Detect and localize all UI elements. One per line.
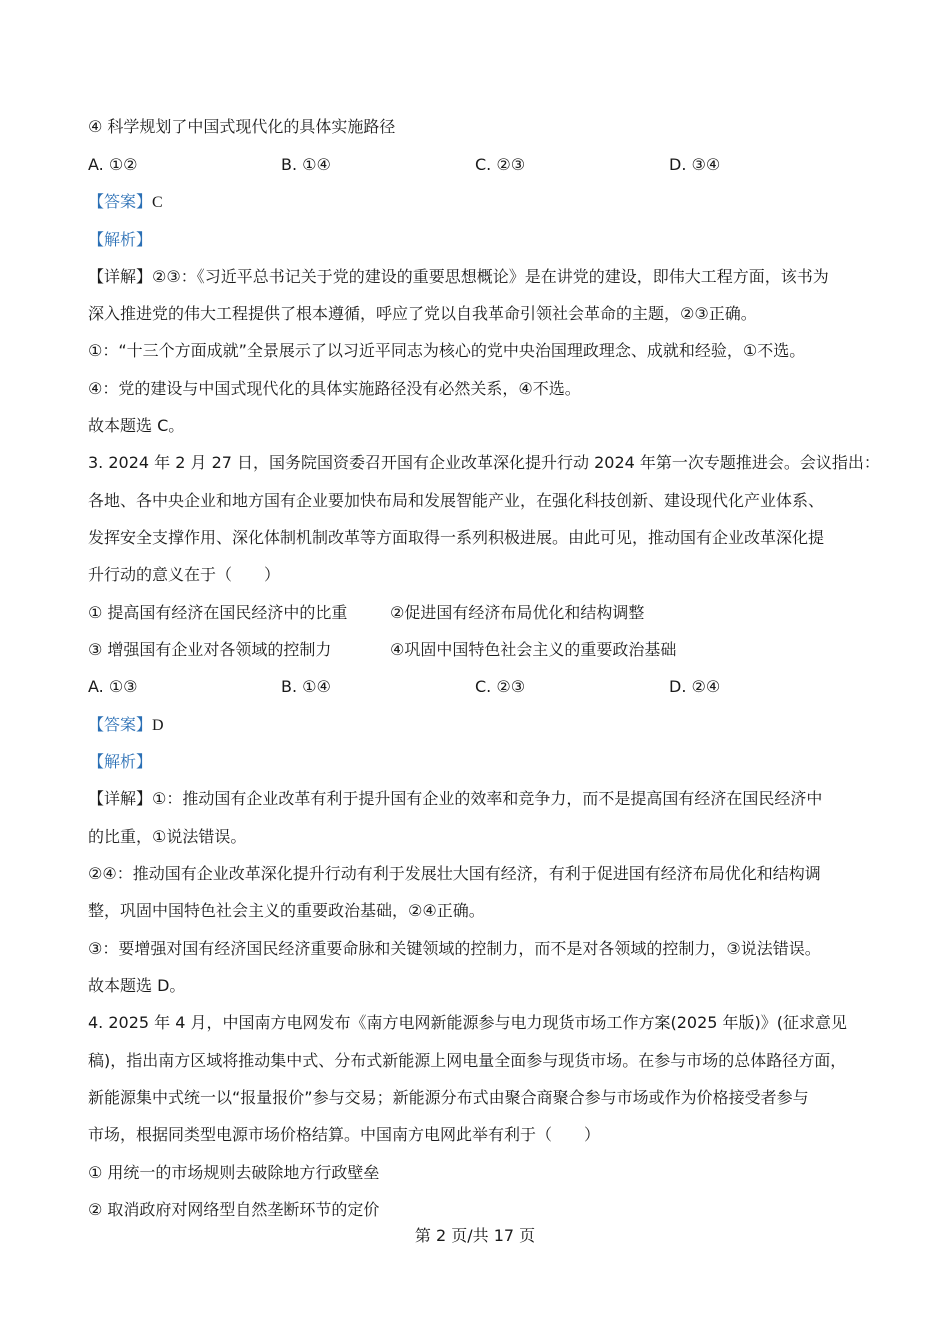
- q3-conclusion: 故本题选 D。: [88, 976, 186, 995]
- answer-value: C: [152, 194, 163, 211]
- q3-item-4: ④巩固中国特色社会主义的重要政治基础: [390, 640, 677, 659]
- q3-detail-line: 整，巩固中国特色社会主义的重要政治基础，②④正确。: [88, 901, 485, 920]
- q4-item-2: ② 取消政府对网络型自然垄断环节的定价: [88, 1200, 380, 1219]
- q2-detail-line: [88, 267, 829, 287]
- q3-analysis-tag: 【解析】: [88, 752, 153, 771]
- q3-detail-line: ③：要增强对国有经济国民经济重要命脉和关键领域的控制力，而不是对各领域的控制力，③说法错误。: [88, 939, 821, 958]
- q2-option-d: D. ③④: [669, 155, 721, 174]
- q3-detail-line: ②④：推动国有企业改革深化提升行动有利于发展壮大国有经济，有利于促进国有经济布局优化和结构调: [88, 864, 821, 883]
- q3-item-1: ① 提高国有经济在国民经济中的比重: [88, 603, 348, 622]
- detail-text: ②③：《习近平总书记关于党的建设的重要思想概论》是在讲党的建设，即伟大工程方面，该书为: [152, 267, 829, 286]
- q2-item-4: ④ 科学规划了中国式现代化的具体实施路径: [88, 117, 396, 136]
- q2-answer: [88, 192, 163, 213]
- page-number: 第 2 页/共 17 页: [414, 1226, 536, 1245]
- q2-conclusion: 故本题选 C。: [88, 416, 185, 435]
- q3-option-c: C. ②③: [475, 677, 526, 696]
- q4-stem-line: 市场，根据同类型电源市场价格结算。中国南方电网此举有利于（ ）: [88, 1125, 601, 1144]
- q3-stem-line: 各地、各中央企业和地方国有企业要加快布局和发展智能产业，在强化科技创新、建设现代化产业体系、: [88, 491, 825, 510]
- detail-tag: 【详解】: [88, 789, 153, 808]
- q3-detail-line: 的比重，①说法错误。: [88, 827, 247, 846]
- q3-item-3: ③ 增强国有企业对各领域的控制力: [88, 640, 332, 659]
- detail-text: ①：推动国有企业改革有利于提升国有企业的效率和竞争力，而不是提高国有经济在国民经济中: [152, 789, 823, 808]
- q2-analysis-tag: 【解析】: [88, 230, 153, 249]
- q4-stem-line: 4. 2025 年 4 月，中国南方电网发布《南方电网新能源参与电力现货市场工作方案(2025 年版)》(征求意见: [88, 1013, 848, 1032]
- answer-tag: 【答案】: [88, 192, 153, 211]
- q2-detail-line: 深入推进党的伟大工程提供了根本遵循，呼应了党以自我革命引领社会革命的主题，②③正确。: [88, 304, 757, 323]
- q3-stem-line: 发挥安全支撑作用、深化体制机制改革等方面取得一系列积极进展。由此可见，推动国有企业改革深化提: [88, 528, 825, 547]
- q2-detail-line: ①：“十三个方面成就”全景展示了以习近平同志为核心的党中央治国理政理念、成就和经验，①不选。: [88, 341, 806, 360]
- q3-detail-line: [88, 789, 822, 809]
- q2-option-c: C. ②③: [475, 155, 526, 174]
- detail-tag: 【详解】: [88, 267, 153, 286]
- q2-option-b: B. ①④: [281, 155, 331, 174]
- answer-tag: 【答案】: [88, 715, 153, 734]
- q3-stem-line: 3. 2024 年 2 月 27 日，国务院国资委召开国有企业改革深化提升行动 2024 年第一次专题推进会。会议指出：: [88, 453, 880, 472]
- q4-item-1: ① 用统一的市场规则去破除地方行政壁垒: [88, 1163, 380, 1182]
- q3-answer: [88, 715, 164, 736]
- q3-item-2: ②促进国有经济布局优化和结构调整: [390, 603, 645, 622]
- q4-stem-line: 稿)，指出南方区域将推动集中式、分布式新能源上网电量全面参与现货市场。在参与市场的总体路径方面，: [88, 1051, 847, 1070]
- q2-detail-line: ④：党的建设与中国式现代化的具体实施路径没有必然关系，④不选。: [88, 379, 581, 398]
- answer-value: D: [152, 717, 164, 734]
- q3-option-a: A. ①③: [88, 677, 138, 696]
- q3-option-d: D. ②④: [669, 677, 721, 696]
- q2-option-a: A. ①②: [88, 155, 138, 174]
- q3-stem-line: 升行动的意义在于（ ）: [88, 565, 281, 584]
- q4-stem-line: 新能源集中式统一以“报量报价”参与交易；新能源分布式由聚合商聚合参与市场或作为价格接受者参与: [88, 1088, 809, 1107]
- q3-option-b: B. ①④: [281, 677, 331, 696]
